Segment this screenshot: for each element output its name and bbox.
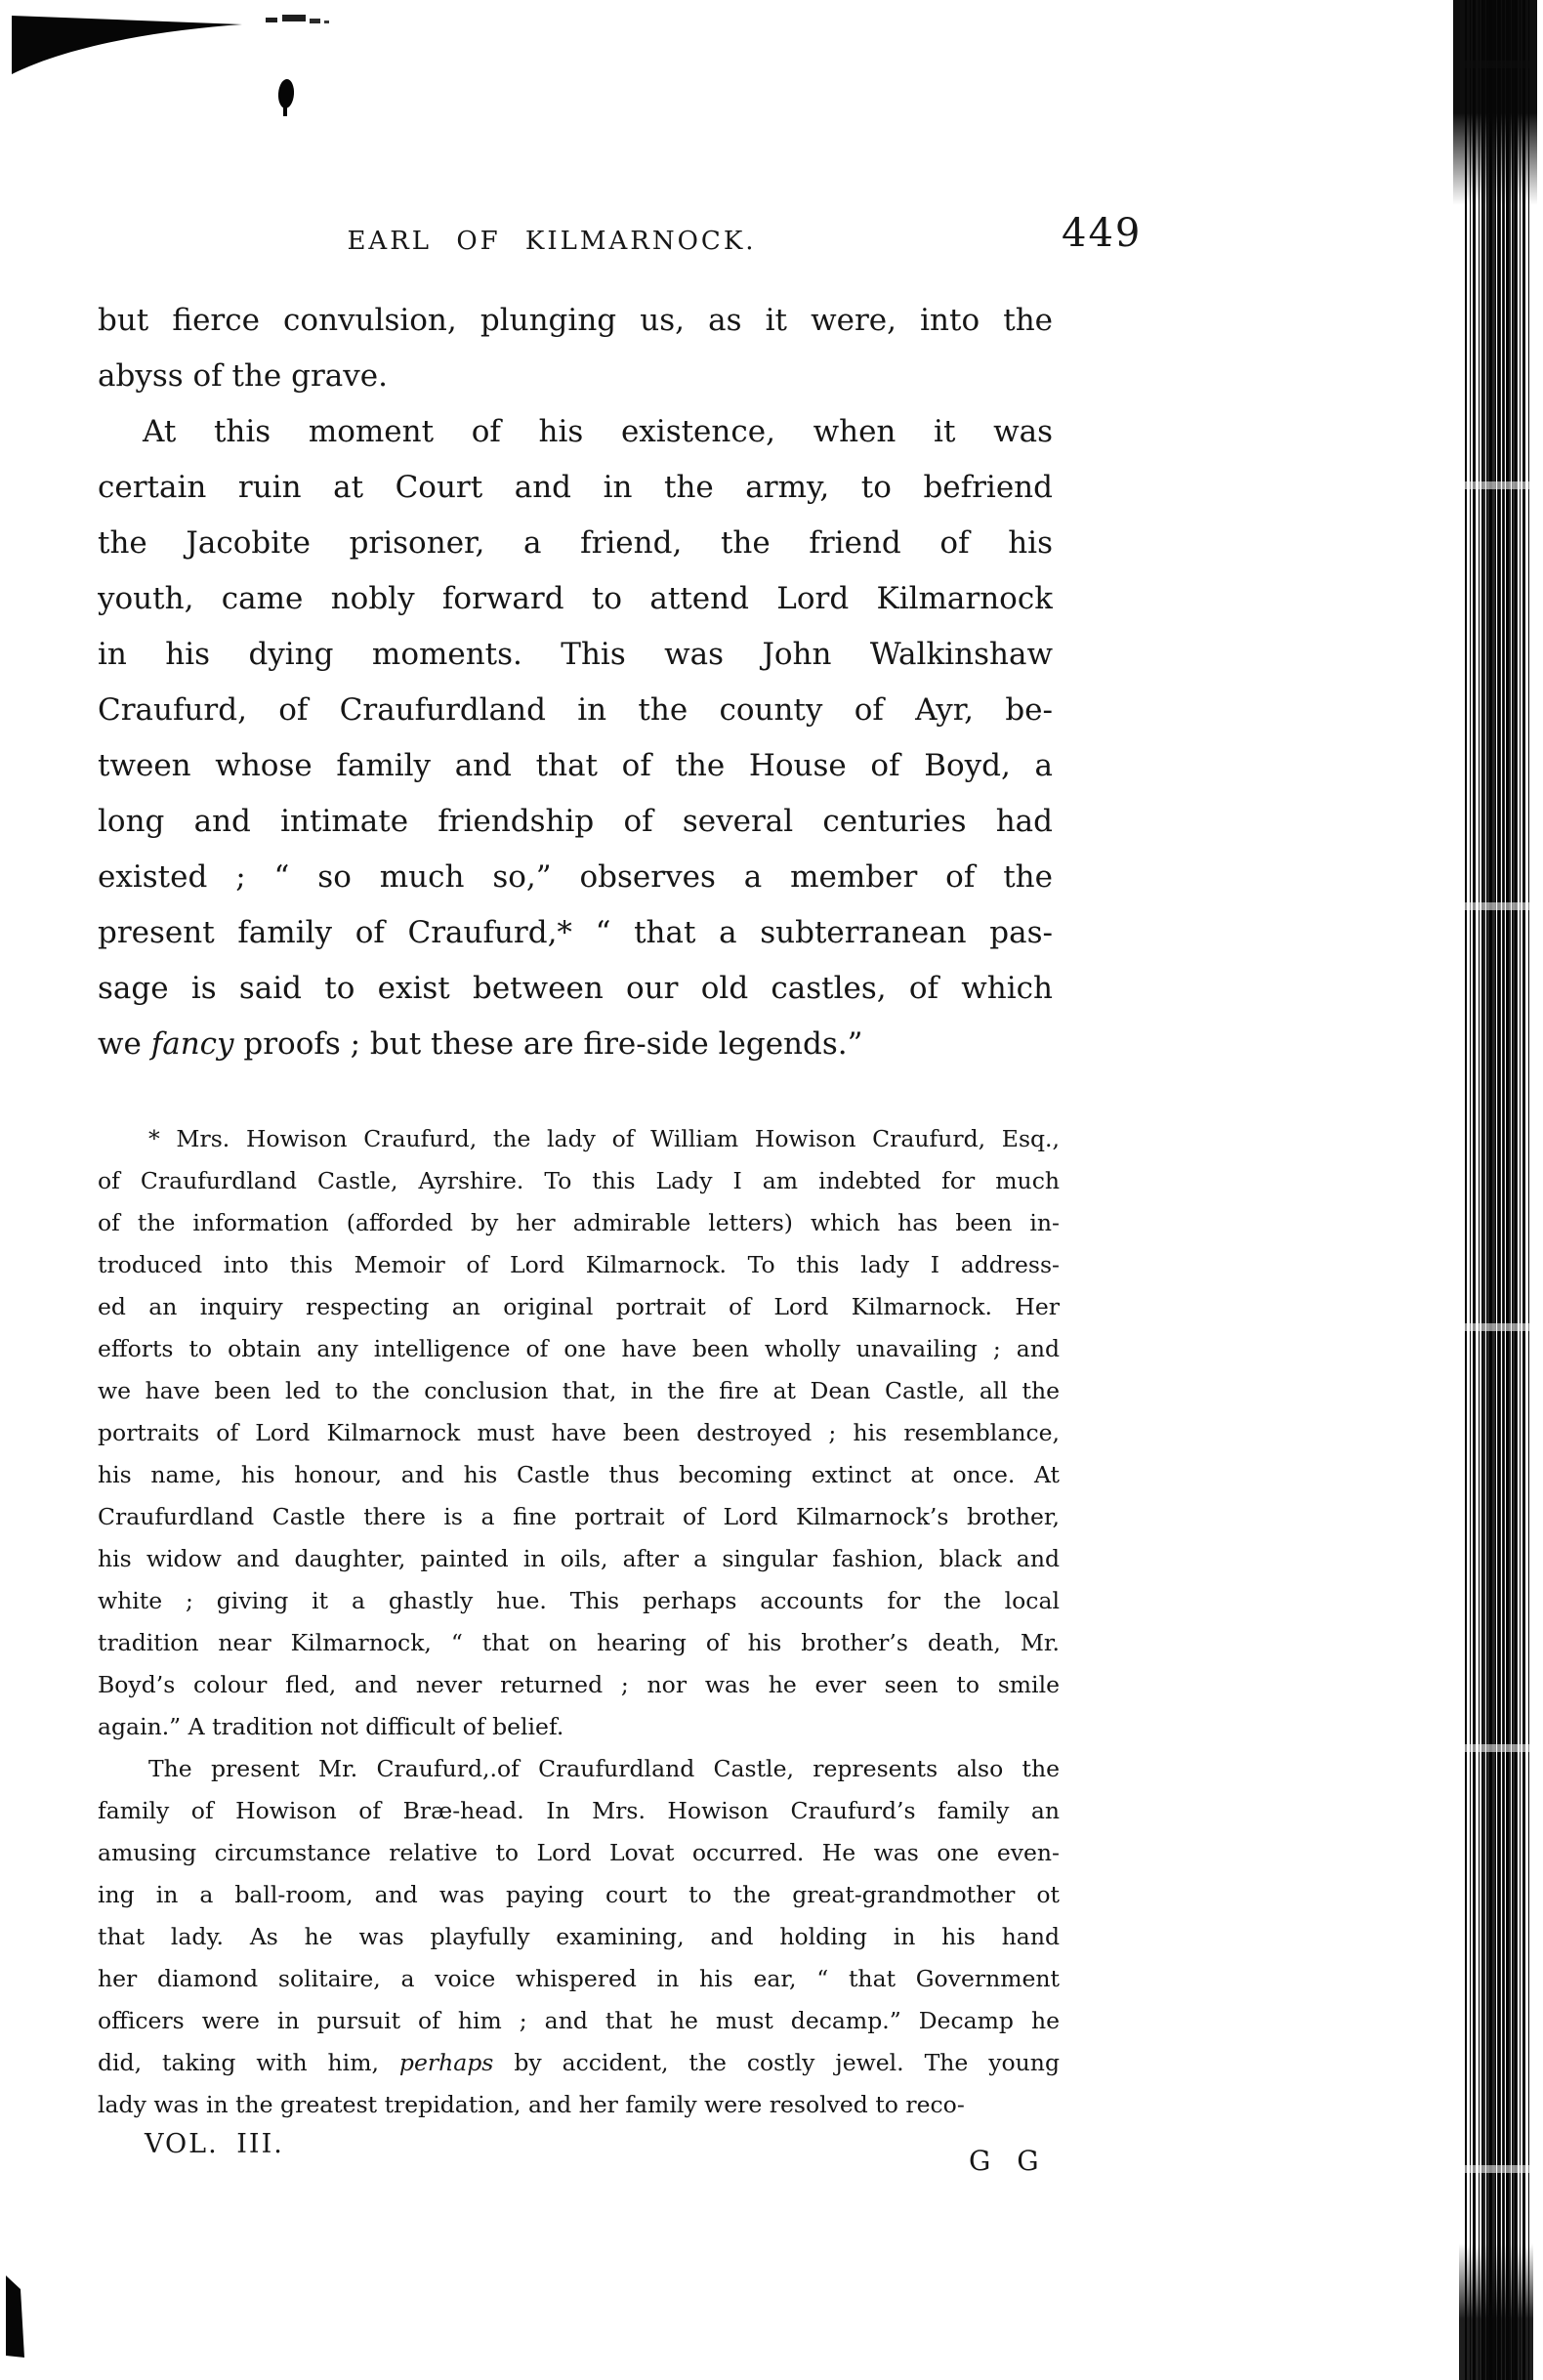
footnote-line: troduced into this Memoir of Lord Kilmarnock. To this lady I address- — [98, 1251, 1060, 1278]
italic-word: perhaps — [398, 2049, 494, 2076]
printers-signature: G G — [969, 2145, 1041, 2177]
scan-speck — [324, 21, 329, 23]
footnote-line: of Craufurdland Castle, Ayrshire. To this Lady I am indebted for much — [98, 1167, 1060, 1194]
footnote-line: ing in a ball-room, and was paying court to the great-grandmother ot — [98, 1881, 1060, 1908]
body-line: but fierce convulsion, plunging us, as it were, into the — [98, 303, 1053, 338]
footnote-line: her diamond solitaire, a voice whispered in his ear, “ that Government — [98, 1965, 1060, 1992]
body-line: At this moment of his existence, when it was — [143, 414, 1053, 449]
gutter-shadow — [1465, 0, 1529, 2380]
footnote-line: his widow and daughter, painted in oils, after a singular fashion, black and — [98, 1545, 1060, 1572]
body-line: in his dying moments. This was John Walkinshaw — [98, 637, 1053, 672]
footnote-line: officers were in pursuit of him ; and that he must decamp.” Decamp he — [98, 2007, 1060, 2034]
body-line: certain ruin at Court and in the army, to befriend — [98, 470, 1053, 505]
footnote-line: his name, his honour, and his Castle thus becoming extinct at once. At — [98, 1461, 1060, 1488]
body-line: sage is said to exist between our old castles, of which — [98, 971, 1053, 1006]
footnote-line-text: by accident, the costly jewel. The young — [493, 2049, 1060, 2076]
body-line: tween whose family and that of the House of Boyd, a — [98, 748, 1053, 783]
page-header-title: EARL OF KILMARNOCK. — [347, 227, 757, 256]
footnote-line: that lady. As he was playfully examining, and holding in his hand — [98, 1923, 1060, 1950]
body-line — [98, 1017, 1053, 1072]
body-line: long and intimate friendship of several centuries had — [98, 804, 1053, 839]
footnote-line: portraits of Lord Kilmarnock must have been destroyed ; his resemblance, — [98, 1419, 1060, 1446]
gutter-shadow-breaks — [1465, 0, 1529, 2380]
footnote-line: Craufurdland Castle there is a fine portrait of Lord Kilmarnock’s brother, — [98, 1503, 1060, 1530]
footnote-line: Boyd’s colour fled, and never returned ; nor was he ever seen to smile — [98, 1671, 1060, 1698]
ink-blot-tail — [283, 104, 287, 116]
body-line: youth, came nobly forward to attend Lord Kilmarnock — [98, 581, 1053, 616]
footnote-line: efforts to obtain any intelligence of one have been wholly unavailing ; and — [98, 1335, 1060, 1362]
body-line: Craufurd, of Craufurdland in the county of Ayr, be- — [98, 692, 1053, 728]
scan-speck — [282, 15, 306, 21]
footnote-line: again.” A tradition not difficult of belief. — [98, 1713, 564, 1740]
page-number: 449 — [1062, 211, 1143, 256]
scan-speck — [310, 19, 320, 23]
ink-blot — [277, 78, 295, 108]
body-line-text: we — [98, 1026, 151, 1062]
gutter-shadow-top — [1453, 0, 1537, 205]
footnote-line: white ; giving it a ghastly hue. This perhaps accounts for the local — [98, 1587, 1060, 1614]
italic-word: fancy — [150, 1026, 234, 1062]
body-text-block — [98, 293, 1053, 1072]
scan-smudge-top-left — [12, 16, 242, 74]
scan-speck — [266, 18, 277, 22]
footnote-line: * Mrs. Howison Craufurd, the lady of William Howison Craufurd, Esq., — [148, 1125, 1060, 1152]
gutter-shadow-bottom — [1459, 2243, 1533, 2380]
footnote-line: we have been led to the conclusion that, in the fire at Dean Castle, all the — [98, 1377, 1060, 1404]
footnote-line: tradition near Kilmarnock, “ that on hearing of his brother’s death, Mr. — [98, 1629, 1060, 1656]
footnote-line-text: did, taking with him, — [98, 2049, 399, 2076]
footnote-block — [98, 1118, 1060, 2126]
body-line: existed ; “ so much so,” observes a member of the — [98, 859, 1053, 895]
body-line: present family of Craufurd,* “ that a subterranean pas- — [98, 915, 1053, 950]
footnote-line: of the information (afforded by her admirable letters) which has been in- — [98, 1209, 1060, 1236]
footnote-line: amusing circumstance relative to Lord Lovat occurred. He was one even- — [98, 1839, 1060, 1866]
gutter-shadow-core — [1482, 0, 1518, 2380]
footnote-line: family of Howison of Bræ-head. In Mrs. Howison Craufurd’s family an — [98, 1797, 1060, 1824]
footnote-line: The present Mr. Craufurd,.of Craufurdland Castle, represents also the — [148, 1755, 1060, 1782]
footnote-line: lady was in the greatest trepidation, and her family were resolved to reco- — [98, 2091, 965, 2118]
footnote-line: ed an inquiry respecting an original portrait of Lord Kilmarnock. Her — [98, 1293, 1060, 1320]
volume-label: VOL. III. — [145, 2129, 284, 2159]
body-line: the Jacobite prisoner, a friend, the friend of his — [98, 525, 1053, 561]
scan-mark-bottom-left — [6, 2276, 24, 2358]
body-line: abyss of the grave. — [98, 358, 388, 394]
footnote-line — [98, 2042, 1060, 2084]
body-line-text: proofs ; but these are fire-side legends.” — [233, 1026, 863, 1062]
